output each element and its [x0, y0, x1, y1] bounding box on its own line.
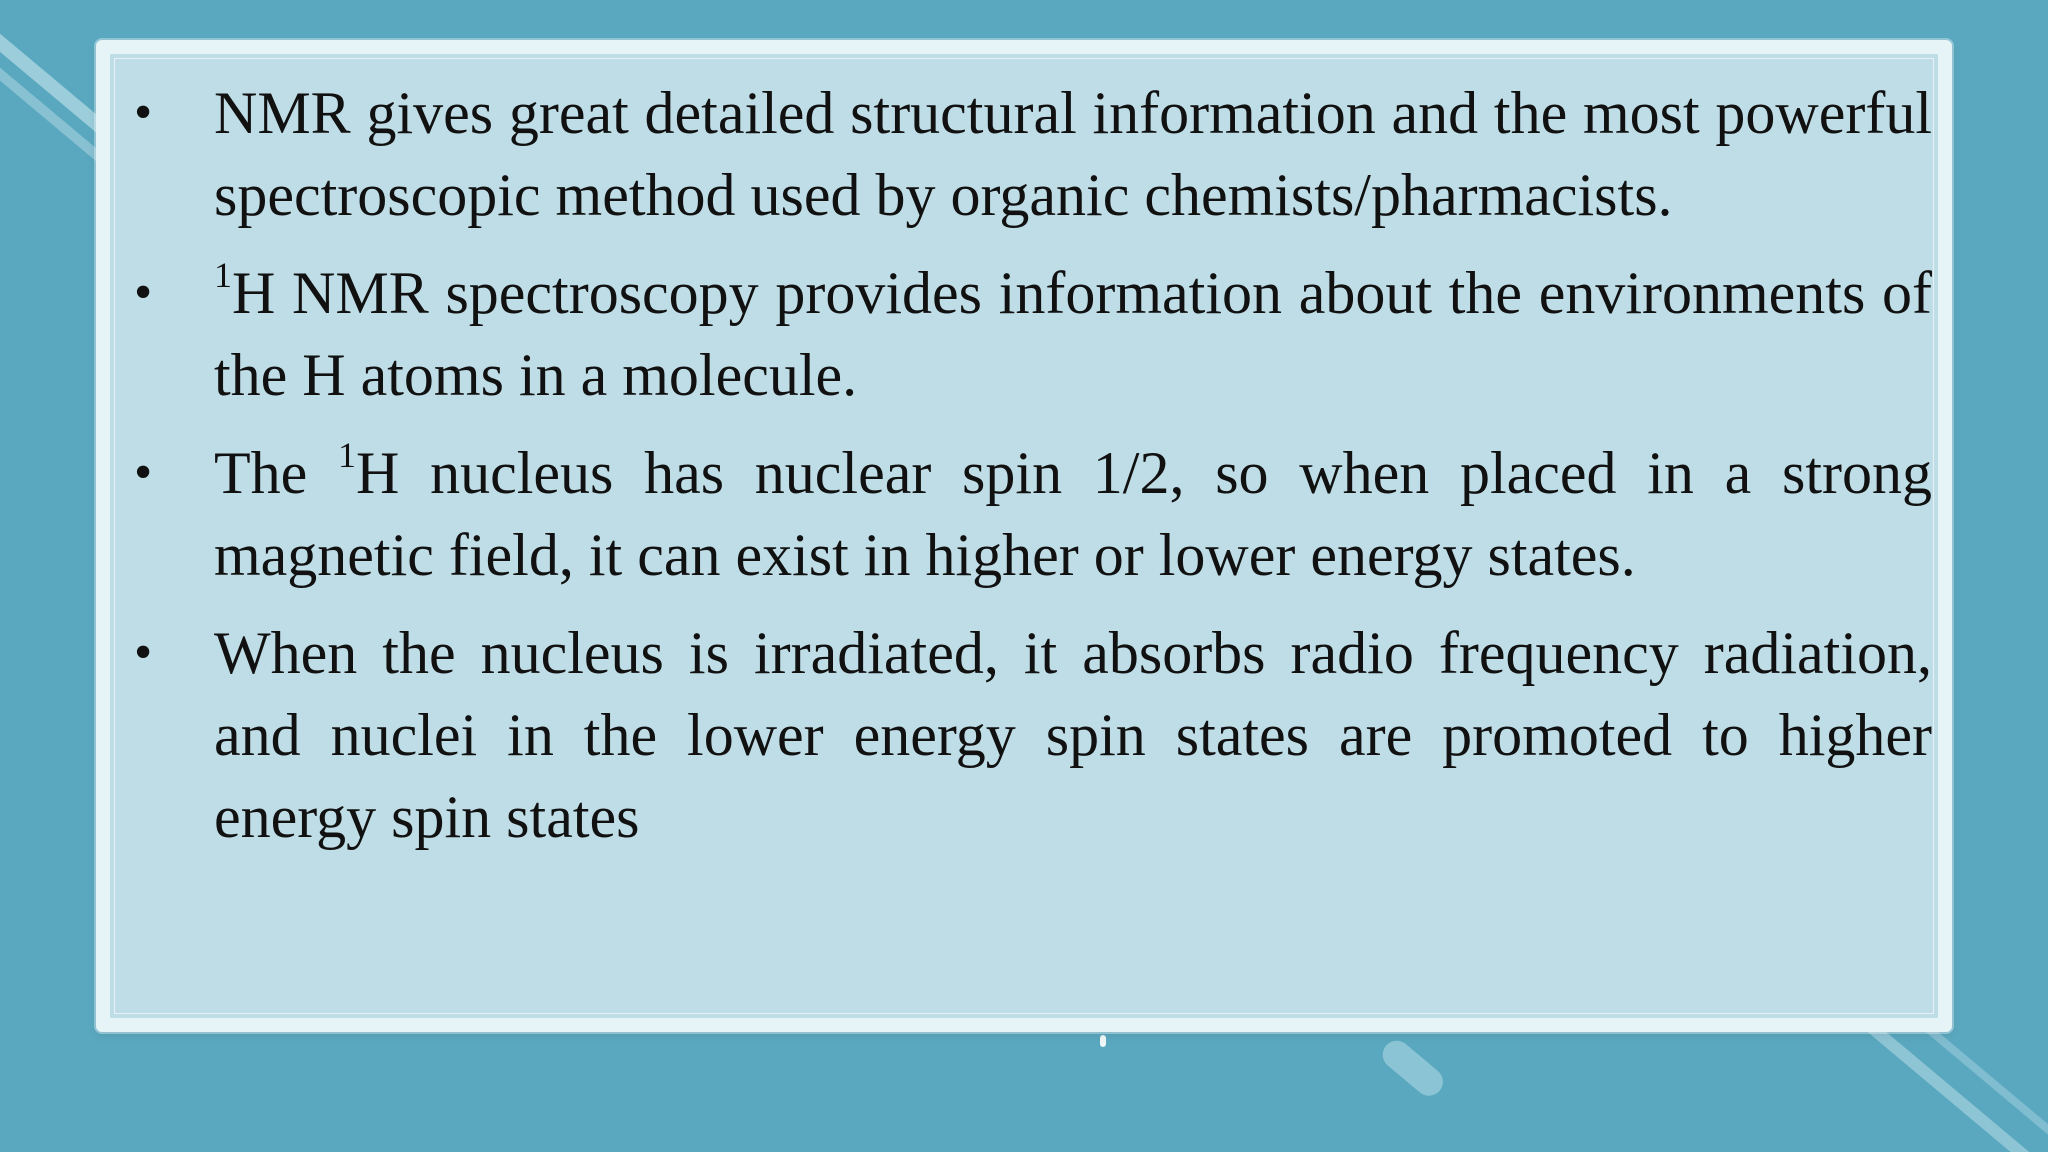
decorative-stripe — [1377, 1035, 1449, 1101]
bullet-icon: • — [134, 264, 153, 321]
bullet-icon: • — [134, 624, 153, 681]
bullet-text: H NMR spectroscopy provides information about the environments of the H atoms in a molecule. — [214, 260, 1932, 408]
bullet-text: NMR gives great detailed structural information and the most powerful spectroscopic method used by organic chemists/pharmacists. — [214, 80, 1932, 228]
bullet-text: When the nucleus is irradiated, it absorbs radio frequency radiation, and nuclei in the lower energy spin states are promoted to higher energy spin states — [214, 620, 1932, 850]
decorative-mark — [1100, 1035, 1106, 1047]
bullet-text: H nucleus has nuclear spin 1/2, so when placed in a strong magnetic field, it can exist in higher or lower energy states. — [214, 440, 1933, 588]
bullet-icon: • — [134, 444, 153, 501]
bullet-item — [134, 72, 1932, 236]
bullet-item — [134, 612, 1932, 858]
bullet-item — [134, 252, 1932, 416]
bullet-item — [134, 432, 1933, 596]
bullet-prefix: The — [214, 440, 339, 506]
content-box — [96, 40, 1952, 1032]
bullet-icon: • — [134, 84, 153, 141]
bullet-list — [134, 72, 1933, 874]
superscript: 1 — [338, 435, 357, 475]
superscript: 1 — [214, 255, 232, 295]
